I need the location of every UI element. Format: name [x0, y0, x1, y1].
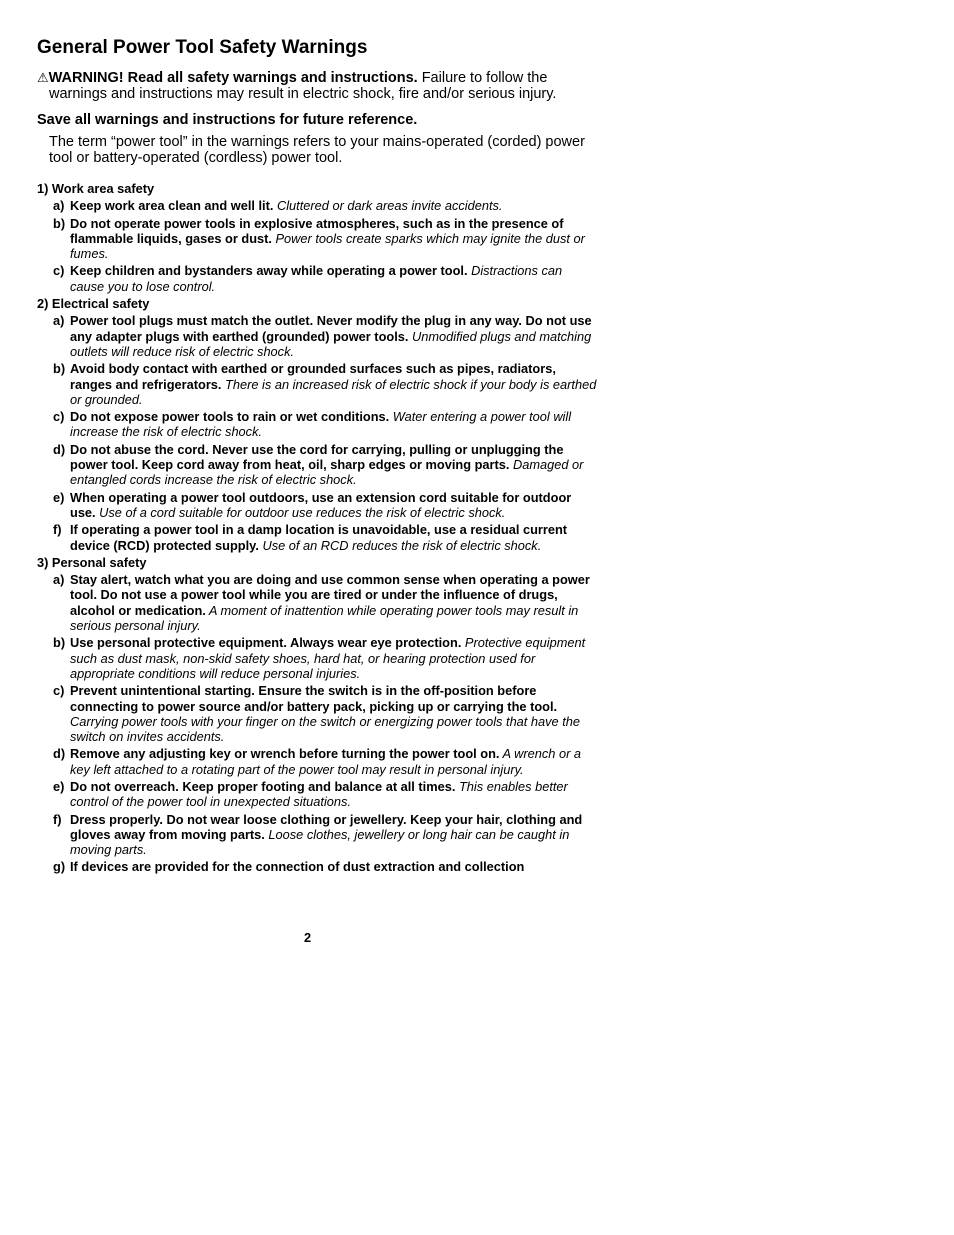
item-label: a) — [53, 198, 65, 214]
list-item — [37, 216, 597, 262]
item-label: d) — [53, 746, 66, 762]
item-instruction: Keep children and bystanders away while operating a power tool. — [70, 263, 468, 279]
item-label: g) — [53, 859, 66, 875]
section-item-list — [37, 572, 597, 875]
term-definition: The term “power tool” in the warnings refers to your mains-operated (corded) power tool or battery-operated (cordless) power tool. — [49, 134, 585, 166]
section-item-list — [37, 198, 597, 294]
item-label: f) — [53, 522, 62, 538]
content-column — [37, 36, 597, 877]
item-instruction: When operating a power tool outdoors, use an extension cord suitable for outdoor use. — [70, 489, 572, 520]
item-label: f) — [53, 811, 62, 827]
item-label: c) — [53, 409, 65, 425]
warning-paragraph — [37, 70, 597, 102]
warning-bold-text: WARNING! Read all safety warnings and instructions. — [48, 70, 418, 86]
item-instruction: Do not overreach. Keep proper footing and balance at all times. — [70, 778, 456, 794]
list-item — [37, 490, 597, 521]
item-instruction: Power tool plugs must match the outlet. Never modify the plug in any way. Do not use any adapter plugs with earthed (grounded) power tools. — [70, 313, 592, 344]
list-item — [37, 263, 597, 294]
item-explanation: Carrying power tools with your finger on the switch or energizing power tools that have the switch on invites accidents. — [70, 713, 581, 745]
list-item — [37, 746, 597, 777]
item-label: b) — [53, 635, 66, 651]
list-item — [37, 812, 597, 858]
list-item — [37, 572, 597, 633]
list-item — [37, 313, 597, 359]
item-explanation: Power tools create sparks which may ignite the dust or fumes. — [70, 230, 585, 262]
item-instruction: Do not expose power tools to rain or wet conditions. — [70, 409, 390, 425]
item-label: c) — [53, 263, 65, 279]
item-explanation: Damaged or entangled cords increase the risk of electric shock. — [70, 457, 584, 488]
item-explanation: There is an increased risk of electric shock if your body is earthed or grounded. — [70, 376, 597, 407]
list-item — [37, 198, 597, 213]
item-instruction: Use personal protective equipment. Always wear eye protection. — [70, 635, 462, 651]
item-instruction: Prevent unintentional starting. Ensure the switch is in the off-position before connecting to power source and/or battery pack, picking up or carrying the tool. — [70, 683, 558, 714]
list-item — [37, 361, 597, 407]
page-number: 2 — [304, 930, 312, 945]
list-item — [37, 635, 597, 681]
page-title: General Power Tool Safety Warnings — [37, 37, 368, 58]
item-explanation: Water entering a power tool will increase the risk of electric shock. — [70, 409, 572, 440]
item-explanation: Protective equipment such as dust mask, non-skid safety shoes, hard hat, or hearing protection used for appropriate conditions will reduce personal injuries. — [70, 635, 586, 681]
safety-sections — [37, 181, 597, 875]
section-heading: 3) Personal safety — [37, 554, 147, 570]
item-instruction: Keep work area clean and well lit. — [70, 198, 274, 214]
item-instruction: Dress properly. Do not wear loose clothing or jewellery. Keep your hair, clothing and gloves away from moving parts. — [70, 811, 583, 842]
item-label: b) — [53, 215, 66, 231]
item-label: e) — [53, 778, 65, 794]
item-instruction: If operating a power tool in a damp location is unavoidable, use a residual current device (RCD) protected supply. — [70, 522, 568, 553]
item-explanation: A moment of inattention while operating power tools may result in serious personal injury. — [70, 602, 579, 634]
item-instruction: If devices are provided for the connection of dust extraction and collection — [70, 859, 525, 875]
item-instruction: Avoid body contact with earthed or grounded surfaces such as pipes, radiators, ranges and refrigerators. — [70, 361, 556, 392]
item-explanation: Use of a cord suitable for outdoor use reduces the risk of electric shock. — [95, 504, 506, 520]
item-label: a) — [53, 313, 65, 329]
item-explanation: Unmodified plugs and matching outlets will reduce risk of electric shock. — [70, 328, 592, 359]
save-instructions: Save all warnings and instructions for future reference. — [37, 112, 418, 128]
list-item — [37, 859, 597, 874]
list-item — [37, 779, 597, 810]
item-instruction: Do not abuse the cord. Never use the cord for carrying, pulling or unplugging the power tool. Keep cord away from heat, oil, sharp edges or moving parts. — [70, 441, 564, 473]
item-instruction: Remove any adjusting key or wrench before turning the power tool on. — [70, 746, 500, 762]
item-label: a) — [53, 572, 65, 588]
list-item — [37, 683, 597, 744]
item-explanation: Loose clothes, jewellery or long hair can be caught in moving parts. — [70, 826, 570, 858]
warning-text: Failure to follow the warnings and instructions may result in electric shock, fire and/or serious injury. — [49, 70, 557, 102]
item-explanation: Cluttered or dark areas invite accidents. — [273, 198, 503, 214]
item-label: b) — [53, 361, 66, 377]
list-item — [37, 409, 597, 440]
item-explanation: A wrench or a key left attached to a rotating part of the power tool may result in personal injury. — [70, 746, 582, 777]
item-label: c) — [53, 683, 65, 699]
warning-triangle-icon: ⚠ — [37, 70, 49, 85]
item-explanation: This enables better control of the power tool in unexpected situations. — [70, 778, 568, 810]
list-item — [37, 442, 597, 488]
list-item — [37, 522, 597, 553]
item-instruction: Do not operate power tools in explosive atmospheres, such as in the presence of flammable liquids, gases or dust. — [70, 215, 564, 246]
item-label: e) — [53, 489, 65, 505]
section-heading: 1) Work area safety — [37, 181, 155, 196]
item-instruction: Stay alert, watch what you are doing and use common sense when operating a power tool. Do not use a power tool while you are tired or under the influence of drugs, alcohol or medication. — [70, 572, 590, 618]
item-label: d) — [53, 441, 66, 457]
item-explanation: Distractions can cause you to lose control. — [70, 263, 563, 294]
section-heading: 2) Electrical safety — [37, 296, 150, 312]
section-item-list — [37, 313, 597, 552]
item-explanation: Use of an RCD reduces the risk of electric shock. — [258, 537, 542, 553]
